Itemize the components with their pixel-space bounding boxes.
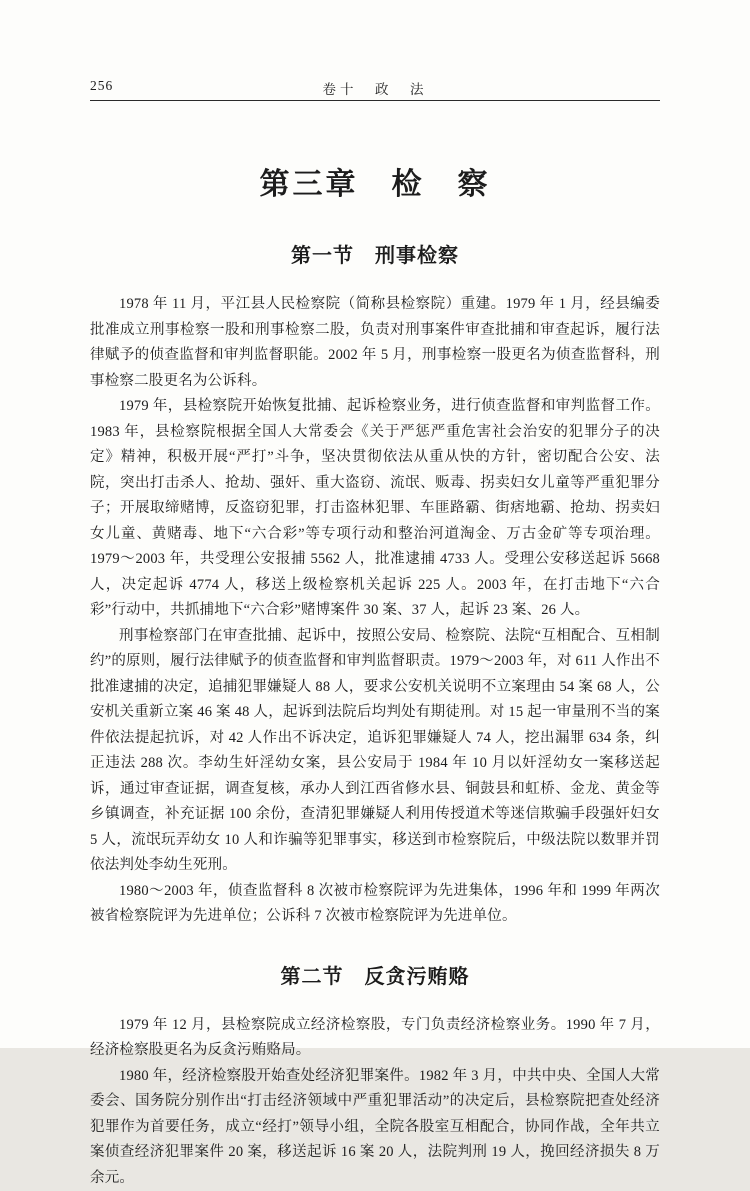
section-body-2 xyxy=(90,1013,660,1191)
section-title-criminal-prosecution: 第一节 刑事检察 xyxy=(90,239,660,268)
paragraph: 1980～2003 年，侦查监督科 8 次被市检察院评为先进集体，1996 年和 1999 年两次被省检察院评为先进单位；公诉科 7 次被市检察院评为先进单位。 xyxy=(90,879,660,930)
section-title-anti-corruption: 第二节 反贪污贿赂 xyxy=(90,960,660,989)
page-header xyxy=(90,78,660,96)
section-body-1 xyxy=(90,292,660,930)
paragraph: 1979 年 12 月，县检察院成立经济检察股，专门负责经济检察业务。1990 年 7 月，经济检察股更名为反贪污贿赂局。 xyxy=(90,1013,660,1064)
chapter-title: 第三章 检 察 xyxy=(90,159,660,203)
paragraph: 1979 年，县检察院开始恢复批捕、起诉检察业务，进行侦查监督和审判监督工作。1983 年，县检察院根据全国人大常委会《关于严惩严重危害社会治安的犯罪分子的决定》精神，积极开展“严打”斗争，坚决贯彻依法从重从快的方针，密切配合公安、法院，突出打击杀人、抢劫、强奸、重大盗窃、流氓、贩毒、拐卖妇女儿童等严重犯罪分子；开展取缔赌博，反盗窃犯罪，打击盗林犯罪、车匪路霸、街痞地霸、抢劫、拐卖妇女儿童、黄赌毒、地下“六合彩”等专项行动和整治河道淘金、万古金矿等专项治理。1979～2003 年，共受理公安报捕 5562 人，批准逮捕 4733 人。受理公安移送起诉 5668 人，决定起诉 4774 人，移送上级检察机关起诉 225 人。2003 年，在打击地下“六合彩”行动中，共抓捕地下“六合彩”赌博案件 30 案、37 人，起诉 23 案、26 人。 xyxy=(90,394,660,624)
paragraph: 刑事检察部门在审查批捕、起诉中，按照公安局、检察院、法院“互相配合、互相制约”的原则，履行法律赋予的侦查监督和审判监督职责。1979～2003 年，对 611 人作出不批准逮捕的决定，追捕犯罪嫌疑人 88 人，要求公安机关说明不立案理由 54 案 68 人，公安机关重新立案 46 案 48 人，起诉到法院后均判处有期徒刑。对 15 起一审量刑不当的案件依法提起抗诉，对 42 人作出不诉决定，追诉犯罪嫌疑人 74 人，挖出漏罪 634 条，纠正违法 288 次。李幼生奸淫幼女案，县公安局于 1984 年 10 月以奸淫幼女一案移送起诉，通过审查证据，调查复核，承办人到江西省修水县、铜鼓县和虹桥、金龙、黄金等乡镇调查，补充证据 100 余份，查清犯罪嫌疑人利用传授道术等迷信欺骗手段强奸妇女 5 人，流氓玩弄幼女 10 人和诈骗等犯罪事实，移送到市检察院后，中级法院以数罪并罚依法判处李幼生死刑。 xyxy=(90,624,660,879)
page-number: 256 xyxy=(90,78,113,94)
header-rule xyxy=(90,100,660,101)
paragraph: 1980 年，经济检察股开始查处经济犯罪案件。1982 年 3 月，中共中央、全国人大常委会、国务院分别作出“打击经济领域中严重犯罪活动”的决定后，县检察院把查处经济犯罪作为首要任务，成立“经打”领导小组，全院各股室互相配合，协同作战，全年共立案侦查经济犯罪案件 20 案，移送起诉 16 案 20 人，法院判刑 19 人，挽回经济损失 8 万余元。 xyxy=(90,1064,660,1191)
running-head: 卷十 政 法 xyxy=(323,78,428,98)
paragraph: 1978 年 11 月，平江县人民检察院（简称县检察院）重建。1979 年 1 月，经县编委批准成立刑事检察一股和刑事检察二股，负责对刑事案件审查批捕和审查起诉，履行法律赋予的侦查监督和审判监督职能。2002 年 5 月，刑事检察一股更名为侦查监督科，刑事检察二股更名为公诉科。 xyxy=(90,292,660,394)
